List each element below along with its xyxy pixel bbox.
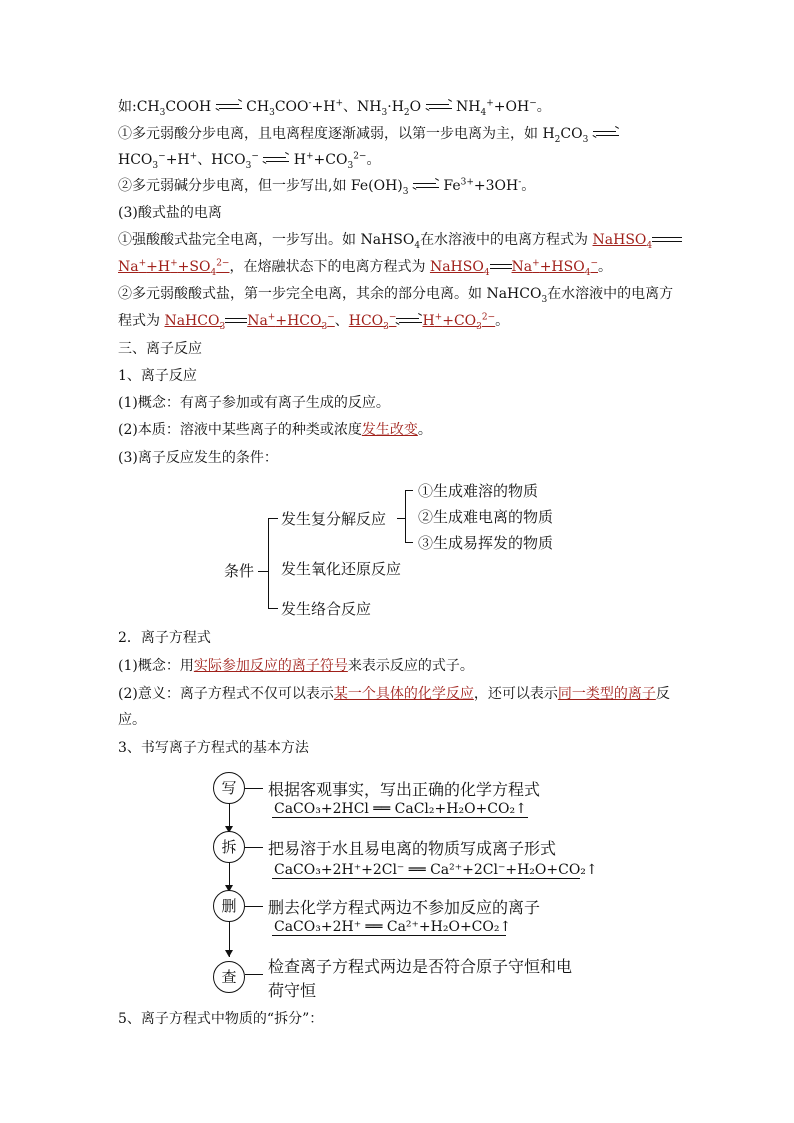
step-split-text: 把易溶于水且易电离的物质写成离子形式: [268, 839, 557, 858]
main-brace: [268, 518, 269, 608]
weak-acid-salt-text: ②多元弱酸酸式盐，第一步完全电离，其余的部分电离。如 NaHCO$_3$在水溶液中的电离方: [118, 286, 674, 305]
reversible-arrow: [263, 155, 289, 165]
step-check-text-2: 荷守恒: [268, 981, 317, 1000]
cond-redox: 发生氧化还原反应: [281, 560, 402, 578]
concept-text: (1)概念：有离子参加或有离子生成的反应。: [118, 395, 390, 411]
step-split-circle: 拆: [213, 831, 245, 863]
essence-text: (2)本质：溶液中某些离子的种类或浓度发生改变。: [118, 422, 432, 438]
step-delete-circle: 删: [213, 890, 245, 922]
cond-double-decomposition: 发生复分解反应: [281, 510, 387, 528]
reversible-arrow: [413, 181, 439, 191]
subsection-ionic-equation: 2．离子方程式: [118, 630, 211, 646]
step-check-circle: 查: [213, 961, 245, 993]
ionic-equation-concept: (1)概念：用实际参加反应的离子符号来表示反应的式子。: [118, 658, 474, 674]
polyacidic-base-text: ②多元弱碱分步电离，但一步写出,如 $Fe(OH)_3$ $Fe^{3+}+3OH^-$。: [118, 177, 536, 197]
weak-acid-salt-equation: 程式为 NaHCO$_3$ $Na^++HCO_3^-$、$HCO_3^-$ $H^++CO_3^{2-}$。: [118, 312, 510, 332]
step-split-equation: CaCO₃+2H⁺+2Cl⁻ ══ Ca²⁺+2Cl⁻+H₂O+CO₂↑: [274, 862, 598, 878]
section-three-heading: 三、离子反应: [118, 341, 202, 357]
cond-insoluble: ①生成难溶的物质: [418, 482, 539, 500]
conditions-heading: (3)离子反应发生的条件：: [118, 450, 278, 466]
reversible-arrow: [593, 129, 619, 139]
subsection-splitting: 5、离子方程式中物质的“拆分”：: [118, 1011, 324, 1027]
subsection-writing-method: 3、书写离子方程式的基本方法: [118, 740, 309, 756]
reversible-arrow: [216, 102, 242, 112]
cond-weak-electrolyte: ②生成难电离的物质: [418, 508, 554, 526]
molten-equation-line: $Na^++H^++SO_4^{2-}$，在熔融状态下的电离方程式为 NaHSO$_4$ $Na^++HSO_4^-$。: [118, 258, 612, 278]
cond-volatile: ③生成易挥发的物质: [418, 534, 554, 552]
step-write-text: 根据客观事实，写出正确的化学方程式: [268, 780, 541, 799]
cond-root: 条件: [224, 562, 255, 580]
step-delete-equation: CaCO₃+2H⁺ ══ Ca²⁺+H₂O+CO₂↑: [274, 919, 512, 935]
reversible-arrow: [426, 102, 452, 112]
ionic-equation-meaning: (2)意义：离子方程式不仅可以表示某一个具体的化学反应，还可以表示同一类型的离子反: [118, 686, 670, 702]
bicarbonate-equation-line: $HCO_3^-+H^+$、$HCO_3^-$ $H^++CO_3^{2-}$。: [118, 151, 381, 171]
acid-salt-heading: (3)酸式盐的电离: [118, 205, 222, 221]
step-delete-text: 删去化学方程式两边不参加反应的离子: [268, 898, 541, 917]
step-write-equation: CaCO₃+2HCl ══ CaCl₂+H₂O+CO₂↑: [274, 801, 527, 817]
equation-line-acetic-ammonia: 如$:CH_3COOH$ $CH_3COO^-+H^+$、$NH_3\cdot H_2O$ $NH_4^++OH^-$。: [118, 98, 551, 118]
step-check-text-1: 检查离子方程式两边是否符合原子守恒和电: [268, 957, 573, 976]
cond-complexation: 发生络合反应: [281, 600, 372, 618]
meaning-continued: 应。: [118, 712, 146, 728]
step-write-circle: 写: [213, 772, 245, 804]
sub-brace: [405, 490, 406, 542]
polyprotic-acid-text: ①多元弱酸分步电离，且电离程度逐渐减弱，以第一步电离为主，如 $H_2CO_3$: [118, 124, 688, 144]
subsection-ion-reaction: 1、离子反应: [118, 368, 197, 384]
strong-acid-salt-text: ①强酸酸式盐完全电离，一步写出。如 NaHSO$_4$在水溶液中的电离方程式为 NaHSO$_4$: [118, 230, 688, 250]
